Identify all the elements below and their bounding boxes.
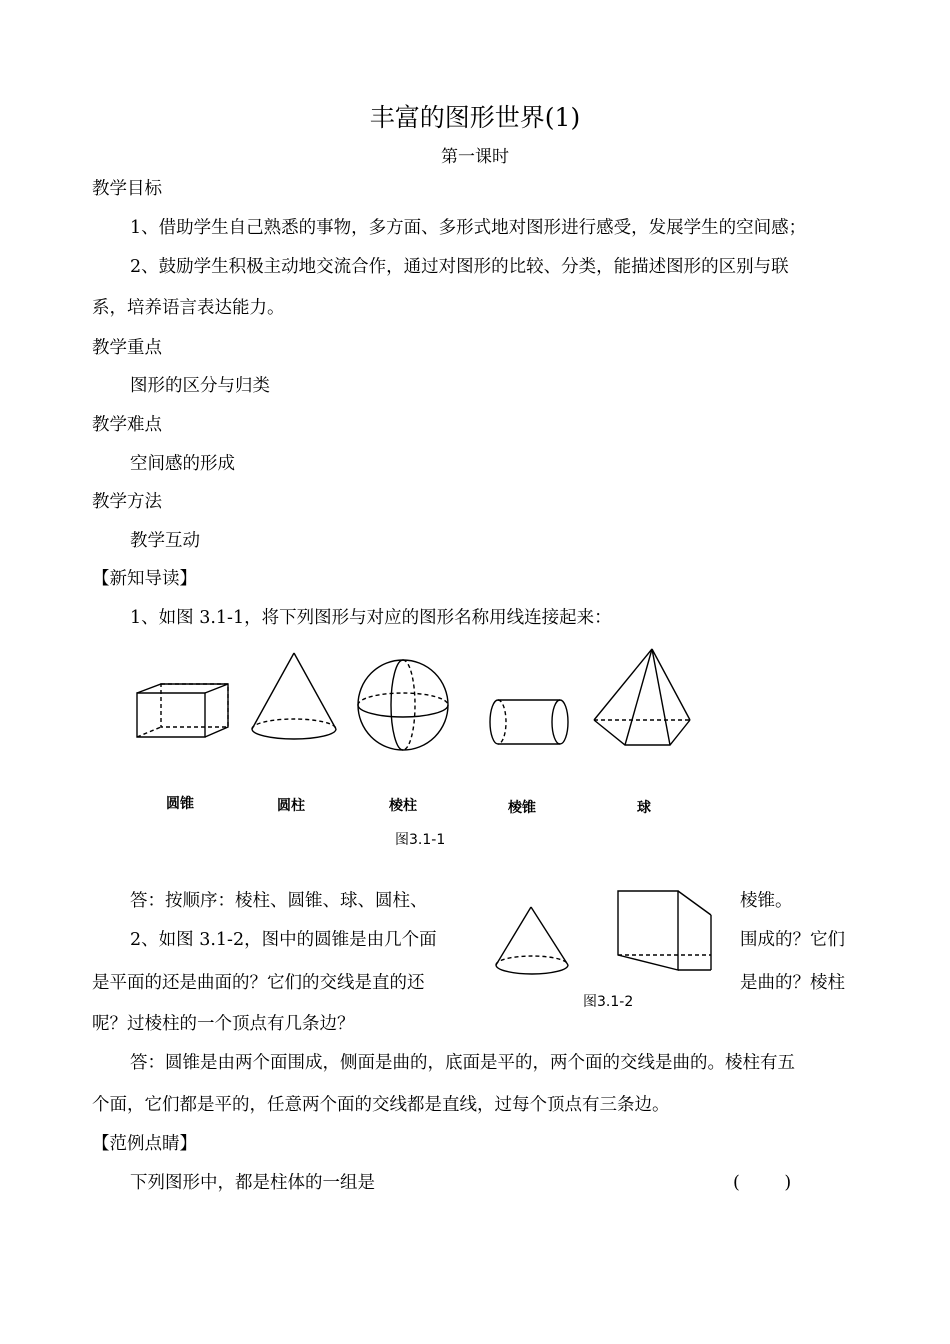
question-2-line-2-left: 是平面的还是曲面的？它们的交线是直的还 bbox=[92, 973, 425, 993]
sphere-shape bbox=[358, 660, 448, 750]
question-1: 1、如图 3.1-1，将下列图形与对应的图形名称用线连接起来： bbox=[130, 608, 612, 628]
cylinder-shape bbox=[490, 700, 568, 744]
figure-1-label-2: 圆柱 bbox=[277, 798, 305, 814]
figure-3-1-1 bbox=[130, 645, 700, 755]
answer-2-line-1: 答：圆锥是由两个面围成，侧面是曲的，底面是平的，两个面的交线是曲的。棱柱有五 bbox=[130, 1053, 795, 1073]
answer-2-line-2: 个面，它们都是平的，任意两个面的交线都是直线，过每个顶点有三条边。 bbox=[92, 1095, 670, 1115]
objectives-heading: 教学目标 bbox=[92, 179, 162, 199]
page-title: 丰富的图形世界(1) bbox=[369, 103, 581, 132]
examples-heading: 【范例点睛】 bbox=[92, 1134, 197, 1154]
new-knowledge-heading: 【新知导读】 bbox=[92, 569, 197, 589]
answer-1-left: 答：按顺序：棱柱、圆锥、球、圆柱、 bbox=[130, 891, 428, 911]
methods-heading: 教学方法 bbox=[92, 492, 162, 512]
triangular-prism-shape bbox=[618, 891, 711, 970]
answer-bracket: ( ) bbox=[733, 1173, 792, 1193]
objective-item-2-line-2: 系，培养语言表达能力。 bbox=[92, 298, 285, 318]
figure-1-caption: 图3.1-1 bbox=[395, 832, 446, 848]
figure-3-1-2 bbox=[490, 885, 715, 985]
difficulties-heading: 教学难点 bbox=[92, 415, 162, 435]
figure-1-label-3: 棱柱 bbox=[389, 798, 417, 814]
objective-item-2-line-1: 2、鼓励学生积极主动地交流合作，通过对图形的比较、分类，能描述图形的区别与联 bbox=[130, 257, 789, 277]
prism-shape bbox=[137, 684, 228, 737]
answer-1-right: 棱锥。 bbox=[740, 891, 793, 911]
question-2-line-3: 呢？过棱柱的一个顶点有几条边？ bbox=[92, 1014, 355, 1034]
question-2-line-1-left: 2、如图 3.1-2，图中的圆锥是由几个面 bbox=[130, 930, 437, 950]
figure-1-label-1: 圆锥 bbox=[166, 796, 194, 812]
lesson-subtitle: 第一课时 bbox=[441, 147, 509, 167]
cone-shape-2 bbox=[496, 907, 568, 974]
pyramid-shape bbox=[594, 649, 690, 745]
key-points-content: 图形的区分与归类 bbox=[130, 376, 270, 396]
figure-2-caption: 图3.1-2 bbox=[583, 994, 634, 1010]
example-question-1: 下列图形中，都是柱体的一组是 bbox=[130, 1173, 375, 1193]
question-2-line-1-right: 围成的？它们 bbox=[740, 930, 845, 950]
key-points-heading: 教学重点 bbox=[92, 338, 162, 358]
difficulties-content: 空间感的形成 bbox=[130, 454, 235, 474]
objective-item-1: 1、借助学生自己熟悉的事物，多方面、多形式地对图形进行感受，发展学生的空间感； bbox=[130, 218, 807, 238]
question-2-line-2-right: 是曲的？棱柱 bbox=[740, 973, 845, 993]
methods-content: 教学互动 bbox=[130, 531, 200, 551]
cone-shape bbox=[252, 653, 336, 739]
figure-1-label-4: 棱锥 bbox=[508, 800, 536, 816]
figure-1-label-5: 球 bbox=[637, 800, 651, 816]
